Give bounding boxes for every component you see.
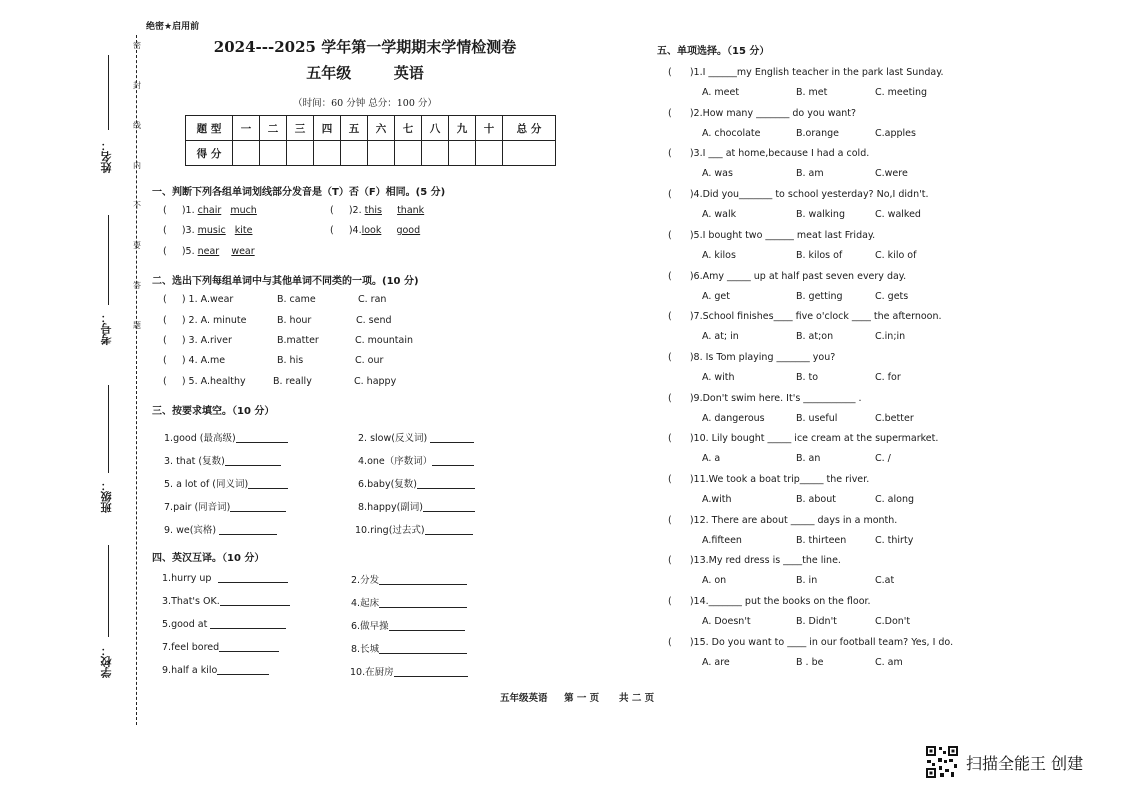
school-label: 学校： [100,645,113,678]
option-b: B. at;on [796,331,834,342]
option-b: B. am [796,168,824,179]
question-14: ( )14._______ put the books on the floor. [668,596,871,607]
list-item: ( )2. this thank [330,205,425,216]
option-a: A. was [702,168,733,179]
option: C. send [356,315,392,326]
translate-item: 3.That's OK. [162,595,290,607]
answer-blank[interactable] [219,641,279,652]
option-a: A. on [702,575,727,586]
option: C. our [355,355,384,366]
qr-code-icon [925,745,959,779]
option-c: C. am [875,657,903,668]
exam-number-label: 考号： [100,312,113,345]
score-cell[interactable] [260,141,287,166]
translate-item: 10.在厨房 [350,664,468,678]
footer-total: 共 二 页 [619,693,655,704]
question-5: ( )5.I bought two ______ meat last Friday. [668,230,876,241]
grade-subject [150,62,580,83]
binding-mark: 要 [133,241,141,250]
question-9: ( )9.Don't swim here. It's ___________ . [668,393,862,404]
section1-heading: 一、判断下列各组单词划线部分发音是（T）否（F）相同。(5 分) [152,187,446,198]
score-cell[interactable] [287,141,314,166]
fill-item: 5. a lot of (同义词) [164,476,288,490]
list-item: ( ) 5. A.healthy [163,376,246,387]
option: B. hour [277,315,312,326]
subject: 英语 [393,64,424,82]
footer-page: 第 一 页 [564,693,600,704]
question-10: ( )10. Lily bought _____ ice cream at the supermarket. [668,433,939,444]
option-c: C. thirty [875,535,914,546]
score-table-score-row [186,141,556,166]
translate-item: 1.hurry up [162,572,288,584]
question-text: )6.Amy _____ up at half past seven every day. [689,271,907,282]
translate-item: 5.good at [162,618,286,630]
question-8: ( )8. Is Tom playing _______ you? [668,352,836,363]
option-b: B.orange [796,128,839,139]
answer-blank[interactable] [219,524,277,535]
option-b: B. useful [796,413,838,424]
translate-item: 6.做早操 [351,618,465,632]
option-b: B. kilos of [796,250,843,261]
fill-item: 3. that (复数) [164,453,281,467]
table-cell: 十 [476,116,503,141]
option-c: C. walked [875,209,921,220]
option-a: A. are [702,657,730,668]
option-c: C. for [875,372,901,383]
option-a: A. meet [702,87,740,98]
binding-mark: 题 [133,321,141,330]
answer-blank[interactable] [236,432,288,443]
list-item: ( ) 3. A.river [163,335,232,346]
option-a: A.with [702,494,732,505]
table-cell: 一 [233,116,260,141]
fill-item: 9. we(宾格) [164,522,277,536]
option-b: B. to [796,372,819,383]
binding-mark: 答 [133,281,141,290]
table-cell: 八 [422,116,449,141]
exam-number-line[interactable] [108,215,109,305]
option-b: B. thirteen [796,535,847,546]
name-label: 姓名： [100,140,113,173]
question-6: ( )6.Amy _____ up at half past seven every day. [668,271,907,282]
fill-item: 6.baby(复数) [358,476,475,490]
score-cell[interactable] [395,141,422,166]
table-cell: 三 [287,116,314,141]
fill-item: 4.one（序数词） [358,453,474,467]
binding-mark: 封 [133,81,141,90]
translate-item: 2.分发 [351,572,467,586]
option-b: B. walking [796,209,845,220]
binding-mark: 不 [133,201,141,210]
option: C. ran [358,294,387,305]
table-cell: 七 [395,116,422,141]
option-c: C.in;in [875,331,906,342]
question-text: )1.I ______my English teacher in the park last Sunday. [689,67,944,78]
score-table-header-row [186,116,556,141]
list-item: ( )5. near wear [163,246,255,257]
question-15: ( )15. Do you want to ____ in our football team? Yes, I do. [668,637,954,648]
answer-blank[interactable] [210,618,286,629]
question-text: )5.I bought two ______ meat last Friday. [689,230,876,241]
list-item: ( )4.look good [330,225,421,236]
table-cell: 二 [260,116,287,141]
answer-blank[interactable] [425,524,473,535]
question-12: ( )12. There are about _____ days in a month. [668,515,898,526]
footer-subject: 五年级英语 [500,693,548,704]
section4-heading: 四、英汉互译。（10 分） [152,553,265,564]
question-text: )4.Did you_______ to school yesterday? No,I didn't. [689,189,929,200]
answer-blank[interactable] [218,572,288,583]
option-c: C.apples [875,128,916,139]
option-c: C. along [875,494,914,505]
list-item: ( )3. music kite [163,225,253,236]
scanner-watermark: 扫描全能王 创建 [966,754,1084,773]
score-cell[interactable] [422,141,449,166]
fill-item: 8.happy(副词) [358,499,475,513]
option-c: C. meeting [875,87,928,98]
option-b: B. Didn't [796,616,837,627]
question-7: ( )7.School finishes____ five o'clock ____ the afternoon. [668,311,942,322]
translate-item: 9.half a kilo [162,664,269,676]
exam-title: 2024---2025 学年第一学期期末学情检测卷 [213,38,517,56]
option-c: C.at [875,575,895,586]
list-item: ( ) 4. A.me [163,355,226,366]
option-b: B . be [796,657,824,668]
answer-blank[interactable] [423,501,475,512]
question-3: ( )3.I ___ at home,because I had a cold. [668,148,870,159]
name-line[interactable] [108,55,109,130]
fill-item: 10.ring(过去式) [355,522,473,536]
option-b: B. in [796,575,818,586]
table-cell: 四 [314,116,341,141]
question-text: )2.How many _______ do you want? [689,108,857,119]
question-text: )14._______ put the books on the floor. [689,596,871,607]
option: B.matter [277,335,319,346]
class-line[interactable] [108,385,109,473]
question-text: )9.Don't swim here. It's ___________ . [689,393,862,404]
table-cell: 六 [368,116,395,141]
answer-blank[interactable] [417,478,475,489]
score-cell[interactable] [233,141,260,166]
class-label: 班级： [100,480,113,513]
answer-blank[interactable] [248,478,288,489]
table-cell: 得 分 [186,141,233,166]
option-b: B. about [796,494,836,505]
answer-blank[interactable] [217,664,269,675]
secret-mark: 绝密★启用前 [146,22,200,32]
translate-item: 8.长城 [351,641,467,655]
answer-blank[interactable] [379,643,467,654]
question-text: )3.I ___ at home,because I had a cold. [689,148,870,159]
question-text: )7.School finishes____ five o'clock ____ the afternoon. [689,311,942,322]
option: B. really [273,376,312,387]
list-item: ( ) 2. A. minute [163,315,247,326]
binding-marks [131,40,143,360]
option-c: C.were [875,168,908,179]
answer-blank[interactable] [230,501,286,512]
option-a: A. walk [702,209,737,220]
score-cell[interactable] [449,141,476,166]
section3-heading: 三、按要求填空。（10 分） [152,406,275,417]
option-a: A. dangerous [702,413,765,424]
option-a: A. with [702,372,735,383]
option-b: B. an [796,453,821,464]
page-footer [500,690,654,704]
question-4: ( )4.Did you_______ to school yesterday? No,I didn't. [668,189,929,200]
question-text: )8. Is Tom playing _______ you? [689,352,836,363]
score-table [185,115,556,166]
answer-blank[interactable] [432,455,474,466]
option-c: C. gets [875,291,909,302]
translate-item: 7.feel bored [162,641,279,653]
question-text: )13.My red dress is ____the line. [689,555,841,566]
question-text: )12. There are about _____ days in a month. [689,515,898,526]
list-item: ( ) 1. A.wear [163,294,234,305]
option-a: A. Doesn't [702,616,751,627]
option-a: A. get [702,291,730,302]
option-c: C. / [875,453,891,464]
section5-heading: 五、单项选择。（15 分） [657,46,770,57]
fill-item: 7.pair (同音词) [164,499,286,513]
answer-blank[interactable] [220,595,290,606]
grade: 五年级 [306,64,352,82]
table-cell: 五 [341,116,368,141]
question-11: ( )11.We took a boat trip_____ the river. [668,474,870,485]
list-item: ( )1. chair much [163,205,257,216]
question-text: )10. Lily bought _____ ice cream at the supermarket. [689,433,939,444]
option: B. came [277,294,316,305]
question-2: ( )2.How many _______ do you want? [668,108,857,119]
option-b: B. met [796,87,828,98]
answer-blank[interactable] [379,574,467,585]
table-cell: 总 分 [503,116,556,141]
score-cell[interactable] [341,141,368,166]
answer-blank[interactable] [389,620,465,631]
option: C. mountain [355,335,413,346]
option-a: A. a [702,453,721,464]
fill-item: 1.good (最高级) [164,430,288,444]
answer-blank[interactable] [430,432,474,443]
question-1: ( )1.I ______my English teacher in the park last Sunday. [668,67,944,78]
option: B. his [277,355,304,366]
binding-mark: 密 [133,41,141,50]
binding-mark: 内 [133,161,141,170]
option-c: C.better [875,413,914,424]
question-text: )11.We took a boat trip_____ the river. [689,474,870,485]
score-cell[interactable] [476,141,503,166]
option-a: A. at; in [702,331,739,342]
question-text: )15. Do you want to ____ in our football team? Yes, I do. [689,637,954,648]
table-cell: 九 [449,116,476,141]
question-13: ( )13.My red dress is ____the line. [668,555,841,566]
score-cell[interactable] [314,141,341,166]
answer-blank[interactable] [379,597,467,608]
section2-heading: 二、选出下列每组单词中与其他单词不同类的一项。(10 分) [152,276,419,287]
fill-item: 2. slow(反义词) [358,430,474,444]
option-c: C. kilo of [875,250,917,261]
option-a: A.fifteen [702,535,742,546]
answer-blank[interactable] [225,455,281,466]
school-line[interactable] [108,545,109,637]
option-b: B. getting [796,291,843,302]
score-cell[interactable] [503,141,556,166]
option: C. happy [354,376,397,387]
option-a: A. chocolate [702,128,761,139]
answer-blank[interactable] [394,666,468,677]
score-cell[interactable] [368,141,395,166]
translate-item: 4.起床 [351,595,467,609]
binding-mark: 线 [133,121,141,130]
table-cell: 题 型 [186,116,233,141]
option-a: A. kilos [702,250,736,261]
option-c: C.Don't [875,616,911,627]
time-info: （时间：60 分钟 总分：100 分） [293,98,437,109]
